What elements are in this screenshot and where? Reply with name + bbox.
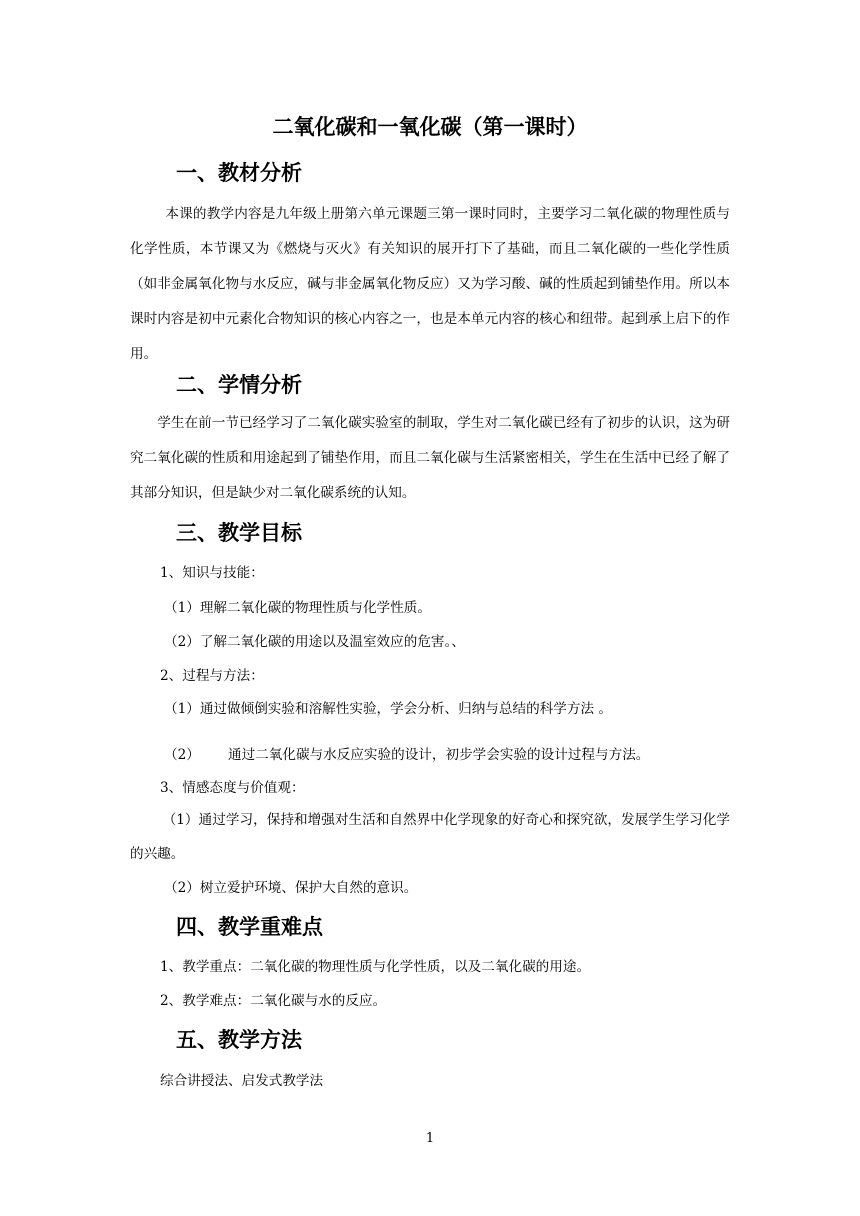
section-heading-key-points: 四、教学重难点 [176, 915, 323, 939]
document-title: 二氧化碳和一氧化碳（第一课时） [272, 115, 588, 139]
goal-2-item-2-number: （2） [164, 747, 200, 763]
goal-1-title: 1、知识与技能： [160, 565, 264, 581]
key-point-2: 2、教学难点：二氧化碳与水的反应。 [160, 993, 387, 1009]
teaching-methods-body: 综合讲授法、启发式教学法 [160, 1073, 324, 1089]
goal-3-title: 3、情感态度与价值观： [160, 780, 305, 796]
section-heading-student-analysis: 二、学情分析 [176, 373, 302, 397]
section-body-student-analysis: 学生在前一节已经学习了二氧化碳实验室的制取，学生对二氧化碳已经有了初步的认识，这为研究二氧化碳的性质和用途起到了铺垫作用，而且二氧化碳与生活紧密相关，学生在生活中已经了解了其部分知识，但是缺少对二氧化碳系统的认知。 [130, 415, 730, 501]
goal-2-item-1: （1）通过做倾倒实验和溶解性实验，学会分析、归纳与总结的科学方法 。 [164, 701, 612, 717]
goal-1-item-1: （1）理解二氧化碳的物理性质与化学性质。 [164, 600, 431, 616]
key-point-1: 1、教学重点：二氧化碳的物理性质与化学性质，以及二氧化碳的用途。 [160, 959, 591, 975]
goal-3-item-2: （2）树立爱护环境、保护大自然的意识。 [164, 880, 418, 896]
section-heading-teaching-goals: 三、教学目标 [176, 521, 302, 545]
page-number: 1 [425, 1131, 435, 1146]
goal-2-item-2-text: 通过二氧化碳与水反应实验的设计，初步学会实验的设计过程与方法。 [228, 747, 650, 763]
section-heading-textbook-analysis: 一、教材分析 [176, 161, 302, 185]
section-body-textbook-analysis: 本课的教学内容是九年级上册第六单元课题三第一课时同时，主要学习二氧化碳的物理性质与化学性质，本节课又为《燃烧与灭火》有关知识的展开打下了基础，而且二氧化碳的一些化学性质（如非金属氧化物与水反应，碱与非金属氧化物反应）又为学习酸、碱的性质起到铺垫作用。所以本课时内容是初中元素化合物知识的核心内容之一，也是本单元内容的核心和纽带。起到承上启下的作用。 [130, 206, 730, 362]
goal-2-title: 2、过程与方法： [160, 668, 264, 684]
section-heading-teaching-methods: 五、教学方法 [176, 1028, 302, 1052]
goal-1-item-2: （2）了解二氧化碳的用途以及温室效应的危害。、 [164, 634, 465, 650]
goal-3-item-1: （1）通过学习，保持和增强对生活和自然界中化学现象的好奇心和探究欲，发展学生学习化学的兴趣。 [130, 812, 730, 862]
